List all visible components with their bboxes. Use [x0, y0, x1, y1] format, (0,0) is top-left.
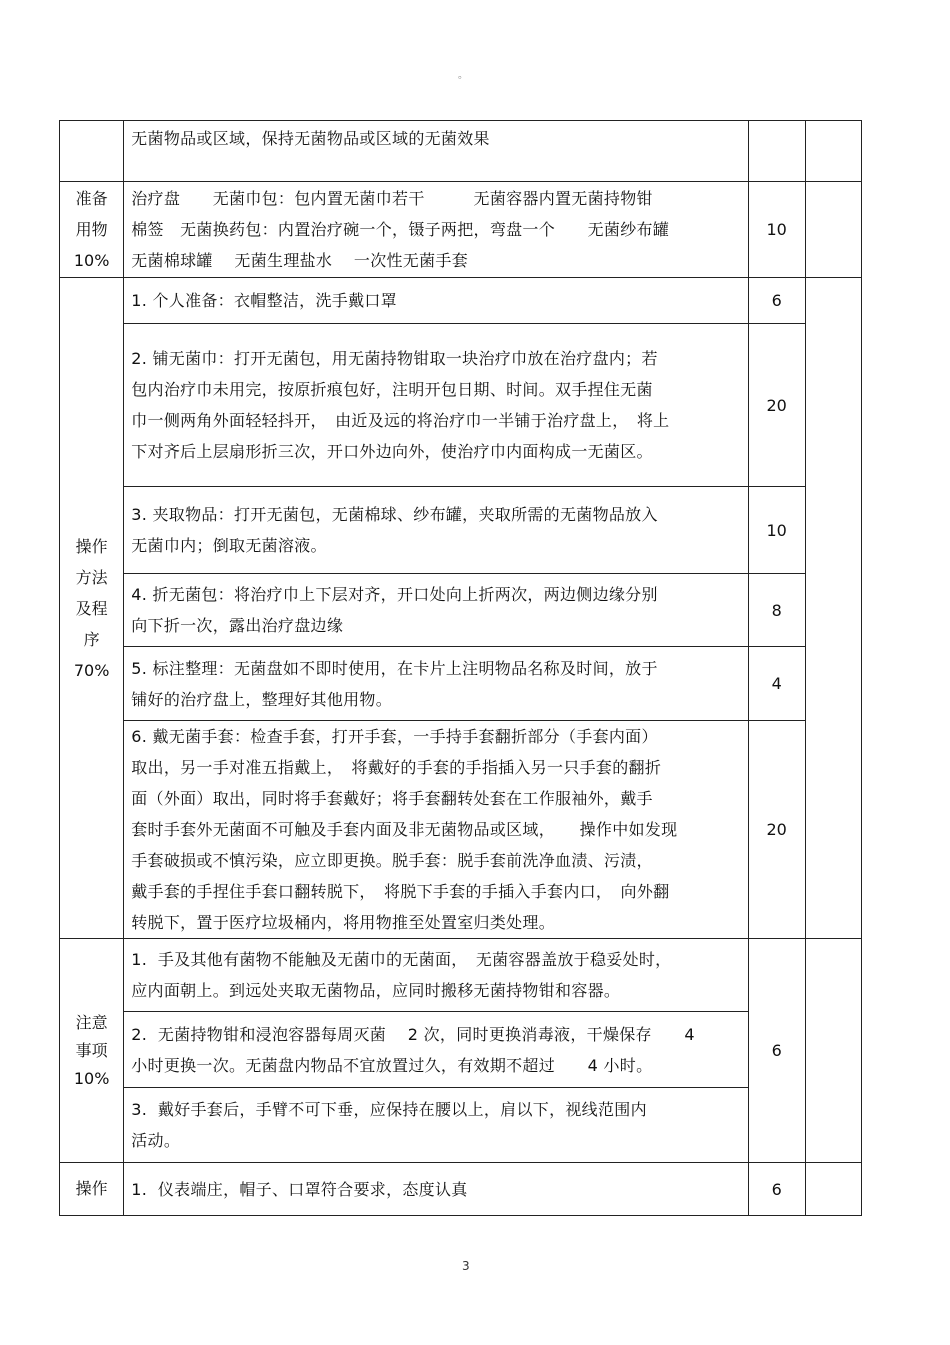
table-row — [60, 1163, 862, 1216]
score-cell — [748, 121, 805, 182]
category-text: 注意 — [75, 1012, 108, 1032]
blank-cell — [805, 121, 861, 182]
text-line: 面（外面）取出，同时将手套戴好；将手套翻转处套在工作服袖外，戴手 — [131, 789, 653, 808]
blank-cell — [805, 182, 861, 278]
text-line: 无菌物品或区域，保持无菌物品或区域的无菌效果 — [131, 129, 490, 148]
text-line: 2. 无菌持物钳和浸泡容器每周灭菌 2 次，同时更换消毒液，干燥保存 4 — [131, 1024, 695, 1044]
text-line: 5. 标注整理：无菌盘如不即时使用，在卡片上注明物品名称及时间，放于 — [131, 658, 658, 678]
score-cell: 20 — [748, 721, 805, 939]
text-line: 2. 铺无菌巾：打开无菌包，用无菌持物钳取一块治疗巾放在治疗盘内；若 — [131, 349, 658, 368]
table-row — [60, 721, 862, 939]
description-cell — [124, 487, 748, 574]
category-text: 事项 — [75, 1040, 108, 1060]
text-line: 小时更换一次。无菌盘内物品不宜放置过久，有效期不超过 4 小时。 — [131, 1055, 653, 1075]
score-cell: 6 — [748, 1163, 805, 1216]
category-text: 及程 — [75, 598, 108, 618]
category-cell — [60, 121, 124, 182]
blank-cell — [805, 278, 861, 939]
score-cell: 8 — [748, 574, 805, 647]
text-line: 棉签 无菌换药包：内置治疗碗一个，镊子两把，弯盘一个 无菌纱布罐 — [131, 220, 670, 239]
text-line: 4. 折无菌包：将治疗巾上下层对齐，开口处向上折两次，两边侧边缘分别 — [131, 585, 658, 604]
page-number: 3 — [462, 1259, 470, 1273]
description-cell — [124, 324, 748, 487]
text-line: 3. 夹取物品：打开无菌包，无菌棉球、纱布罐，夹取所需的无菌物品放入 — [131, 505, 658, 524]
description-cell — [124, 1088, 748, 1163]
text-line: 手套破损或不慎污染，应立即更换。脱手套：脱手套前洗净血渍、污渍， — [131, 851, 653, 870]
text-line: 无菌巾内；倒取无菌溶液。 — [131, 536, 327, 555]
text-line: 套时手套外无菌面不可触及手套内面及非无菌物品或区域， 操作中如发现 — [131, 820, 678, 839]
description-cell — [124, 278, 748, 324]
text-line: 下对齐后上层扇形折三次，开口外边向外，使治疗巾内面构成一无菌区。 — [131, 442, 653, 461]
text-line: 向下折一次，露出治疗盘边缘 — [131, 616, 344, 635]
table-row — [60, 324, 862, 487]
text-line: 治疗盘 无菌巾包：包内置无菌巾若干 无菌容器内置无菌持物钳 — [131, 189, 653, 208]
blank-cell — [805, 939, 861, 1163]
text-line: 包内治疗巾未用完，按原折痕包好，注明开包日期、时间。双手捏住无菌 — [131, 380, 653, 399]
category-text: 用物 — [75, 220, 108, 239]
score-cell: 4 — [748, 647, 805, 721]
description-cell — [124, 121, 748, 182]
text-line: 1. 仪表端庄，帽子、口罩符合要求，态度认真 — [131, 1179, 468, 1199]
table-row — [60, 182, 862, 278]
table-row — [60, 1088, 862, 1163]
text-line: 1. 手及其他有菌物不能触及无菌巾的无菌面， 无菌容器盖放于稳妥处时， — [131, 950, 672, 969]
category-text: 准备 — [75, 189, 108, 208]
description-cell — [124, 1012, 748, 1088]
table-row — [60, 574, 862, 647]
category-text: 10% — [73, 1068, 110, 1088]
table-row — [60, 939, 862, 1012]
score-cell: 10 — [748, 487, 805, 574]
text-line: 应内面朝上。到远处夹取无菌物品，应同时搬移无菌持物钳和容器。 — [131, 981, 621, 1000]
description-cell — [124, 574, 748, 647]
category-cell — [60, 939, 124, 1163]
category-cell — [60, 278, 124, 939]
description-cell — [124, 1163, 748, 1216]
text-line: 巾一侧两角外面轻轻抖开， 由近及远的将治疗巾一半铺于治疗盘上， 将上 — [131, 411, 670, 430]
score-cell: 20 — [748, 324, 805, 487]
description-cell — [124, 647, 748, 721]
score-cell: 10 — [748, 182, 805, 278]
category-text: 方法 — [75, 567, 108, 587]
category-text: 操作 — [75, 536, 108, 556]
category-text: 序 — [83, 629, 100, 649]
category-cell — [60, 182, 124, 278]
text-line: 1. 个人准备：衣帽整洁，洗手戴口罩 — [131, 291, 397, 310]
table-row — [60, 1012, 862, 1088]
category-text: 操作 — [75, 1179, 108, 1198]
text-line: 转脱下，置于医疗垃圾桶内，将用物推至处置室归类处理。 — [131, 913, 556, 932]
table-row — [60, 487, 862, 574]
category-cell — [60, 1163, 124, 1216]
score-cell: 6 — [748, 939, 805, 1163]
description-cell — [124, 939, 748, 1012]
grading-table — [59, 120, 862, 1216]
text-line: 活动。 — [131, 1131, 181, 1150]
text-line: 6. 戴无菌手套：检查手套，打开手套，一手持手套翻折部分（手套内面） — [131, 727, 658, 746]
text-line: 取出，另一手对准五指戴上， 将戴好的手套的手指插入另一只手套的翻折 — [131, 758, 662, 777]
table-row — [60, 121, 862, 182]
top-mark: 。 — [458, 70, 468, 81]
text-line: 戴手套的手捏住手套口翻转脱下， 将脱下手套的手插入手套内口， 向外翻 — [131, 882, 670, 901]
text-line: 无菌棉球罐 无菌生理盐水 一次性无菌手套 — [131, 251, 469, 270]
text-line: 铺好的治疗盘上，整理好其他用物。 — [131, 689, 393, 709]
table-row — [60, 647, 862, 721]
score-cell: 6 — [748, 278, 805, 324]
table-row — [60, 278, 862, 324]
description-cell — [124, 721, 748, 939]
text-line: 3. 戴好手套后，手臂不可下垂，应保持在腰以上，肩以下，视线范围内 — [131, 1100, 647, 1119]
blank-cell — [805, 1163, 861, 1216]
category-text: 70% — [73, 660, 110, 680]
category-text: 10% — [73, 251, 110, 270]
description-cell — [124, 182, 748, 278]
